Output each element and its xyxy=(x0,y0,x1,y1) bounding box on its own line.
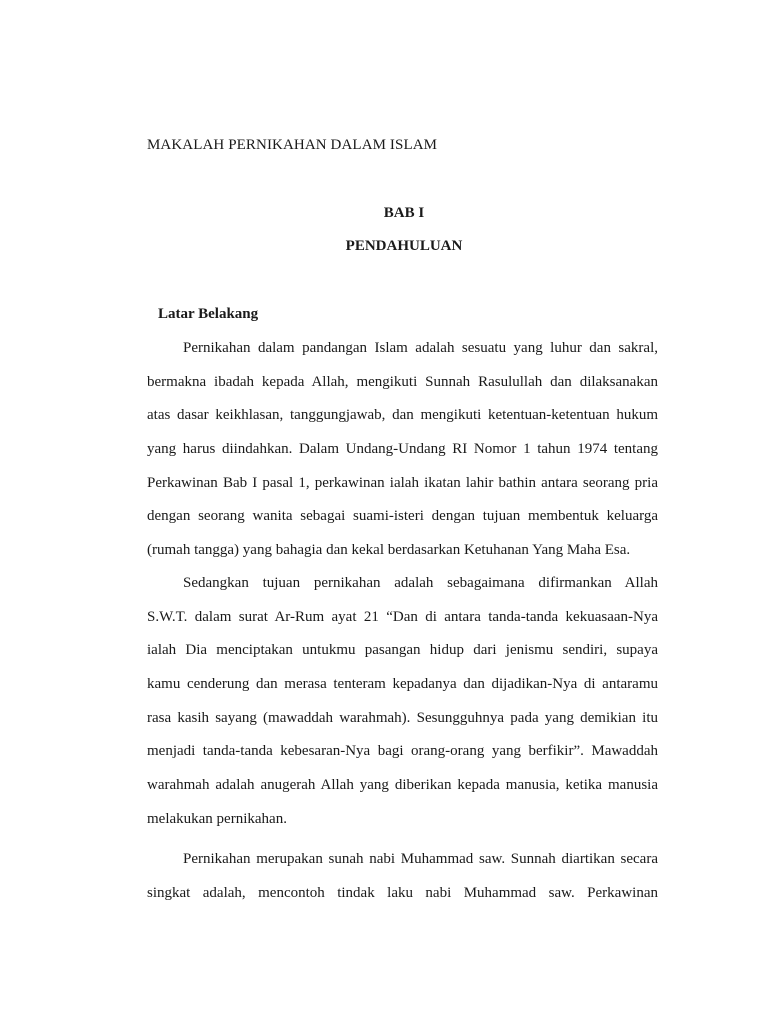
paragraph-line: ialah Dia menciptakan untukmu pasangan hidup dari jenismu sendiri, supaya xyxy=(147,642,658,659)
section-heading: Latar Belakang xyxy=(158,306,259,322)
paragraph-line: Sedangkan tujuan pernikahan adalah sebagaimana difirmankan Allah xyxy=(183,575,658,591)
paragraph-line: atas dasar keikhlasan, tanggungjawab, dan mengikuti ketentuan-ketentuan hukum xyxy=(147,407,658,424)
paragraph-line: singkat adalah, mencontoh tindak laku nabi Muhammad saw. Perkawinan xyxy=(147,884,658,901)
paragraph-line: menjadi tanda-tanda kebesaran-Nya bagi orang-orang yang berfikir”. Mawaddah xyxy=(147,743,658,760)
paragraph-line: Perkawinan Bab I pasal 1, perkawinan ialah ikatan lahir bathin antara seorang pria xyxy=(147,474,658,491)
paragraph-3 xyxy=(147,850,658,917)
paragraph-line: melakukan pernikahan. xyxy=(147,810,287,827)
chapter-number: BAB I xyxy=(383,205,425,221)
paragraph-line: rasa kasih sayang (mawaddah warahmah). Sesungguhnya pada yang demikian itu xyxy=(147,709,658,726)
paragraph-line: kamu cenderung dan merasa tenteram kepadanya dan dijadikan-Nya di antaramu xyxy=(147,676,658,693)
paragraph-2 xyxy=(147,574,658,844)
paragraph-1 xyxy=(147,339,658,575)
chapter-title: PENDAHULUAN xyxy=(345,238,463,254)
paragraph-line: bermakna ibadah kepada Allah, mengikuti Sunnah Rasulullah dan dilaksanakan xyxy=(147,373,658,390)
paragraph-line: warahmah adalah anugerah Allah yang diberikan kepada manusia, ketika manusia xyxy=(147,777,658,794)
paragraph-line: dengan seorang wanita sebagai suami-isteri dengan tujuan membentuk keluarga xyxy=(147,508,658,525)
paragraph-line: Pernikahan dalam pandangan Islam adalah sesuatu yang luhur dan sakral, xyxy=(183,340,658,356)
paragraph-line: S.W.T. dalam surat Ar-Rum ayat 21 “Dan di antara tanda-tanda kekuasaan-Nya xyxy=(147,608,658,625)
document-title: MAKALAH PERNIKAHAN DALAM ISLAM xyxy=(147,137,438,153)
paragraph-line: (rumah tangga) yang bahagia dan kekal berdasarkan Ketuhanan Yang Maha Esa. xyxy=(147,542,631,559)
paragraph-line: yang harus diindahkan. Dalam Undang-Undang RI Nomor 1 tahun 1974 tentang xyxy=(147,441,658,458)
paragraph-line: Pernikahan merupakan sunah nabi Muhammad saw. Sunnah diartikan secara xyxy=(183,851,658,867)
